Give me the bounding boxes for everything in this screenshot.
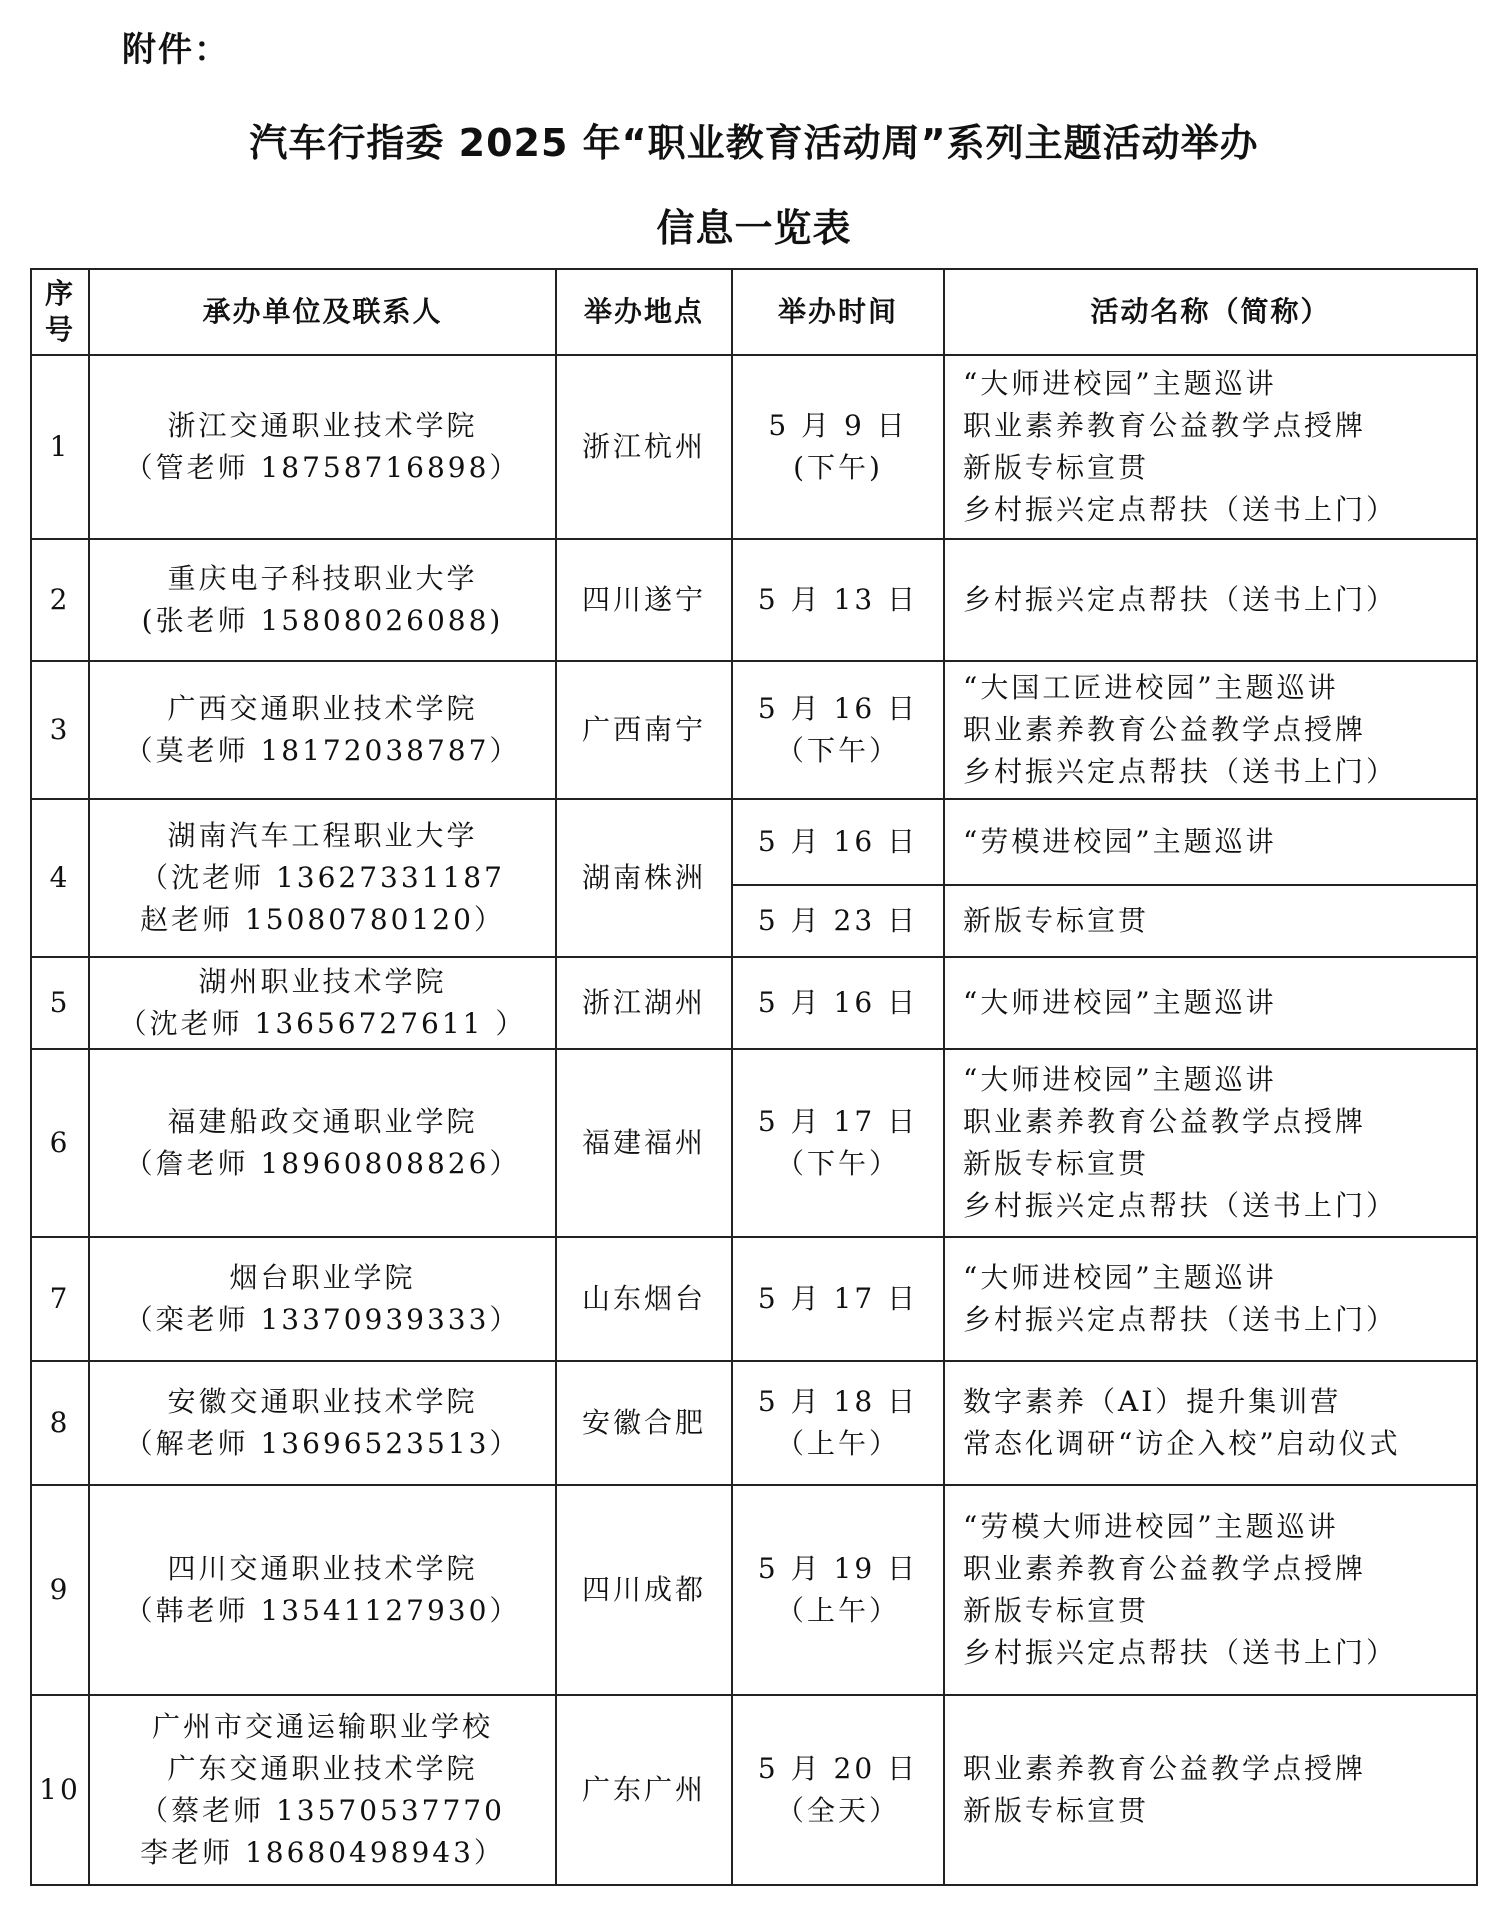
organizer-line: 四川交通职业技术学院 <box>167 1552 478 1585</box>
activity-line: 乡村振兴定点帮扶（送书上门） <box>963 1189 1398 1222</box>
organizer-line: 福建船政交通职业学院 <box>167 1105 478 1138</box>
organizer-line: （莫老师 18172038787） <box>124 734 521 767</box>
table-row <box>31 539 1477 661</box>
activity-line: 职业素养教育公益教学点授牌 <box>963 409 1367 442</box>
organizer-line: （韩老师 13541127930） <box>124 1594 521 1627</box>
activity-line: 职业素养教育公益教学点授牌 <box>963 713 1367 746</box>
time-line: 5 月 20 日 <box>757 1752 919 1785</box>
activity-line: 新版专标宣贯 <box>963 1594 1150 1627</box>
organizer-cell <box>89 1485 556 1695</box>
activity-table <box>30 268 1478 1886</box>
table-row <box>31 1485 1477 1695</box>
location-cell: 山东烟台 <box>556 1237 732 1361</box>
table-row <box>31 355 1477 539</box>
time-cell <box>732 885 944 957</box>
activity-cell <box>944 1485 1477 1695</box>
activity-cell <box>944 1361 1477 1485</box>
location-cell: 广西南宁 <box>556 661 732 799</box>
header-seq-line2: 号 <box>44 313 75 346</box>
organizer-cell <box>89 661 556 799</box>
organizer-line: （詹老师 18960808826） <box>124 1147 521 1180</box>
header-seq-line1: 序 <box>44 277 75 310</box>
activity-cell <box>944 957 1477 1049</box>
header-activity: 活动名称（简称） <box>944 269 1477 355</box>
organizer-cell <box>89 1695 556 1885</box>
header-time: 举办时间 <box>732 269 944 355</box>
location-cell: 浙江杭州 <box>556 355 732 539</box>
organizer-line: （蔡老师 13570537770 <box>140 1794 505 1827</box>
organizer-line: （栾老师 13370939333） <box>124 1303 521 1336</box>
location-cell: 浙江湖州 <box>556 957 732 1049</box>
seq-cell: 1 <box>31 355 89 539</box>
seq-cell: 5 <box>31 957 89 1049</box>
seq-cell: 3 <box>31 661 89 799</box>
organizer-line: 赵老师 15080780120） <box>140 903 505 936</box>
time-line: 5 月 23 日 <box>757 904 919 937</box>
location-cell: 四川遂宁 <box>556 539 732 661</box>
time-line: 5 月 9 日 <box>768 409 908 442</box>
organizer-cell <box>89 957 556 1049</box>
time-line: 5 月 16 日 <box>757 825 919 858</box>
header-seq <box>31 269 89 355</box>
time-cell <box>732 539 944 661</box>
activity-line: 乡村振兴定点帮扶（送书上门） <box>963 1636 1398 1669</box>
page-title: 汽车行指委 2025 年“职业教育活动周”系列主题活动举办 <box>249 121 1259 165</box>
organizer-cell <box>89 799 556 957</box>
activity-line: 新版专标宣贯 <box>963 1794 1150 1827</box>
activity-line: 乡村振兴定点帮扶（送书上门） <box>963 493 1398 526</box>
activity-line: 职业素养教育公益教学点授牌 <box>963 1752 1367 1785</box>
table-row <box>31 661 1477 799</box>
activity-line: 乡村振兴定点帮扶（送书上门） <box>963 583 1398 616</box>
activity-line: “大师进校园”主题巡讲 <box>963 367 1277 400</box>
attachment-label: 附件： <box>122 30 230 70</box>
activity-line: 新版专标宣贯 <box>963 904 1150 937</box>
time-line: 5 月 13 日 <box>757 583 919 616</box>
organizer-cell <box>89 1049 556 1237</box>
time-line: （全天） <box>775 1794 900 1827</box>
organizer-line: 广东交通职业技术学院 <box>167 1752 478 1785</box>
activity-line: 数字素养（AI）提升集训营 <box>963 1385 1342 1418</box>
activity-cell <box>944 355 1477 539</box>
seq-cell: 10 <box>31 1695 89 1885</box>
time-cell <box>732 661 944 799</box>
activity-cell <box>944 661 1477 799</box>
seq-cell: 9 <box>31 1485 89 1695</box>
activity-cell <box>944 799 1477 885</box>
header-organizer: 承办单位及联系人 <box>89 269 556 355</box>
table-body <box>31 355 1477 1885</box>
seq-cell: 8 <box>31 1361 89 1485</box>
activity-line: “劳模大师进校园”主题巡讲 <box>963 1510 1339 1543</box>
time-line: （下午） <box>775 734 900 767</box>
time-line: 5 月 19 日 <box>757 1552 919 1585</box>
page-subtitle: 信息一览表 <box>656 206 852 250</box>
header-location: 举办地点 <box>556 269 732 355</box>
time-cell <box>732 1485 944 1695</box>
time-line: （下午） <box>775 1147 900 1180</box>
activity-line: “大师进校园”主题巡讲 <box>963 1063 1277 1096</box>
organizer-cell <box>89 1237 556 1361</box>
organizer-line: 湖南汽车工程职业大学 <box>167 819 478 852</box>
activity-line: 新版专标宣贯 <box>963 1147 1150 1180</box>
time-line: (下午) <box>793 451 883 484</box>
table-row <box>31 1361 1477 1485</box>
activity-cell <box>944 1695 1477 1885</box>
seq-cell: 2 <box>31 539 89 661</box>
organizer-line: 重庆电子科技职业大学 <box>167 562 478 595</box>
table-row <box>31 799 1477 885</box>
organizer-cell <box>89 355 556 539</box>
organizer-line: （管老师 18758716898） <box>124 451 521 484</box>
location-cell: 四川成都 <box>556 1485 732 1695</box>
activity-line: “劳模进校园”主题巡讲 <box>963 825 1277 858</box>
time-cell <box>732 1361 944 1485</box>
time-line: 5 月 18 日 <box>757 1385 919 1418</box>
location-cell: 福建福州 <box>556 1049 732 1237</box>
organizer-line: (张老师 15808026088) <box>141 604 504 637</box>
activity-line: 乡村振兴定点帮扶（送书上门） <box>963 1303 1398 1336</box>
organizer-line: 湖州职业技术学院 <box>198 965 447 998</box>
organizer-line: 烟台职业学院 <box>229 1261 416 1294</box>
time-line: （上午） <box>775 1594 900 1627</box>
table-row <box>31 1695 1477 1885</box>
time-cell <box>732 355 944 539</box>
time-line: 5 月 16 日 <box>757 692 919 725</box>
seq-cell: 7 <box>31 1237 89 1361</box>
activity-line: “大师进校园”主题巡讲 <box>963 986 1277 1019</box>
table-row <box>31 1049 1477 1237</box>
time-cell <box>732 799 944 885</box>
organizer-line: 安徽交通职业技术学院 <box>167 1385 478 1418</box>
time-line: 5 月 17 日 <box>757 1105 919 1138</box>
activity-cell <box>944 1049 1477 1237</box>
table-row <box>31 957 1477 1049</box>
time-cell <box>732 1695 944 1885</box>
organizer-line: （解老师 13696523513） <box>124 1427 521 1460</box>
location-cell: 广东广州 <box>556 1695 732 1885</box>
time-line: 5 月 16 日 <box>757 986 919 1019</box>
time-cell <box>732 1237 944 1361</box>
time-line: （上午） <box>775 1427 900 1460</box>
location-cell: 安徽合肥 <box>556 1361 732 1485</box>
activity-line: 职业素养教育公益教学点授牌 <box>963 1105 1367 1138</box>
time-cell <box>732 957 944 1049</box>
time-cell <box>732 1049 944 1237</box>
organizer-cell <box>89 539 556 661</box>
activity-cell <box>944 885 1477 957</box>
time-line: 5 月 17 日 <box>757 1282 919 1315</box>
activity-line: “大国工匠进校园”主题巡讲 <box>963 671 1339 704</box>
organizer-line: 广西交通职业技术学院 <box>167 692 478 725</box>
activity-cell <box>944 539 1477 661</box>
seq-cell: 6 <box>31 1049 89 1237</box>
table-row <box>31 1237 1477 1361</box>
location-cell: 湖南株洲 <box>556 799 732 957</box>
activity-line: 常态化调研“访企入校”启动仪式 <box>963 1427 1401 1460</box>
organizer-line: 李老师 18680498943） <box>140 1836 505 1869</box>
organizer-cell <box>89 1361 556 1485</box>
activity-line: 新版专标宣贯 <box>963 451 1150 484</box>
organizer-line: 广州市交通运输职业学校 <box>151 1710 493 1743</box>
activity-line: 乡村振兴定点帮扶（送书上门） <box>963 755 1398 788</box>
organizer-line: 浙江交通职业技术学院 <box>167 409 478 442</box>
organizer-line: （沈老师 13656727611 ） <box>118 1007 527 1040</box>
table-header-row <box>31 269 1477 355</box>
seq-cell: 4 <box>31 799 89 957</box>
activity-line: 职业素养教育公益教学点授牌 <box>963 1552 1367 1585</box>
activity-line: “大师进校园”主题巡讲 <box>963 1261 1277 1294</box>
organizer-line: （沈老师 13627331187 <box>140 861 505 894</box>
activity-cell <box>944 1237 1477 1361</box>
